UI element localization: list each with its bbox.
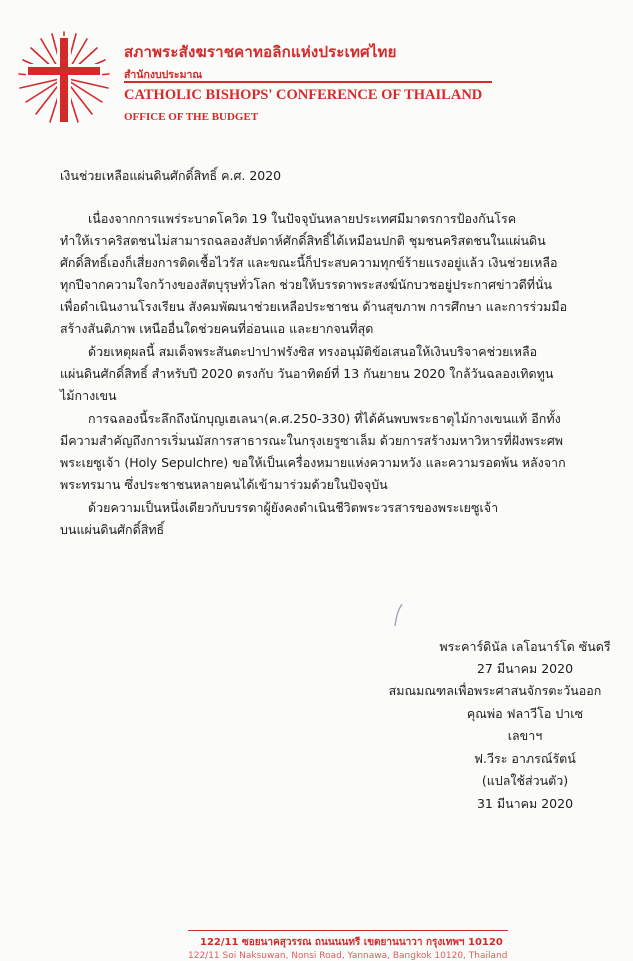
organization-name-english: CATHOLIC BISHOPS' CONFERENCE OF THAILAND xyxy=(124,87,483,103)
office-name-thai: สำนักงบประมาณ xyxy=(124,69,203,81)
ink-mark xyxy=(392,602,406,628)
translator-name: ฟ.วีระ อาภรณ์รัตน์ xyxy=(474,751,576,766)
body-line: ด้วยเหตุผลนี้ สมเด็จพระสันตะปาปาฟรังซิส ทรงอนุมัติข้อเสนอให้เงินบริจาคช่วยเหลือ xyxy=(88,344,538,359)
translator-note: (แปลใช้ส่วนตัว) xyxy=(481,773,569,788)
signatory-name: พระคาร์ดินัล เลโอนาร์โด ซันดรี xyxy=(439,639,611,654)
office-name-english: OFFICE OF THE BUDGET xyxy=(124,111,259,123)
footer-divider xyxy=(188,930,508,931)
body-line: ทำให้เราคริสตชนไม่สามารถฉลองสัปดาห์ศักดิ์สิทธิ์ได้เหมือนปกติ ชุมชนคริสตชนในแผ่นดิน xyxy=(60,233,546,248)
body-line: พระเยซูเจ้า (Holy Sepulchre) ขอให้เป็นเครื่องหมายแห่งความหวัง และความรอดพ้น หลังจาก xyxy=(60,455,566,470)
signatory-title: สมณมณฑลเพื่อพระศาสนจักรตะวันออก xyxy=(388,683,602,698)
translation-date: 31 มีนาคม 2020 xyxy=(476,796,574,811)
signature-date: 27 มีนาคม 2020 xyxy=(476,661,574,676)
letterhead-divider xyxy=(124,81,492,83)
body-line: มีความสำคัญถึงการเริ่มนมัสการสาธารณะในกรุงเยรูซาเล็ม ด้วยการสร้างมหาวิหารที่ฝังพระศพ xyxy=(60,433,563,448)
letter-subject: เงินช่วยเหลือแผ่นดินศักดิ์สิทธิ์ ค.ศ. 2020 xyxy=(60,168,282,183)
body-line: เนื่องจากการแพร่ระบาดโควิด 19 ในปัจจุบันหลายประเทศมีมาตรการป้องกันโรค xyxy=(88,211,517,226)
body-line: บนแผ่นดินศักดิ์สิทธิ์ xyxy=(60,522,165,537)
body-line: สร้างสันติภาพ เหนืออื่นใดช่วยคนที่อ่อนแอ และยากจนที่สุด xyxy=(60,321,374,336)
body-line: เพื่อดำเนินงานโรงเรียน สังคมพัฒนาช่วยเหลือประชาชน ด้านสุขภาพ การศึกษา และการร่วมมือ xyxy=(60,299,568,314)
body-line: ทุกปีจากความใจกว้างของสัตบุรุษทั่วโลก ช่วยให้บรรดาพระสงฆ์นักบวชอยู่ประกาศข่าวดีที่นั่น xyxy=(60,277,553,292)
body-line: ด้วยความเป็นหนึ่งเดียวกับบรรดาผู้ยังคงดำเนินชีวิตพระวรสารของพระเยซูเจ้า xyxy=(88,500,499,515)
footer-address-english: 122/11 Soi Naksuwan, Nonsi Road, Yannawa, Bangkok 10120, Thailand xyxy=(188,951,508,961)
body-line: ไม้กางเขน xyxy=(60,388,117,403)
cross-emblem-icon xyxy=(14,28,114,128)
secretary-name: คุณพ่อ ฟลาวีโอ ปาเซ xyxy=(466,706,584,721)
body-line: พระทรมาน ซึ่งประชาชนหลายคนได้เข้ามาร่วมด้วยในปัจจุบัน xyxy=(60,477,388,492)
footer-address-thai: 122/11 ซอยนาคสุวรรณ ถนนนนทรี เขตยานนาวา กรุงเทพฯ 10120 xyxy=(200,937,503,948)
body-line: ศักดิ์สิทธิ์เองก็เสี่ยงการติดเชื้อไวรัส และขณะนี้ก็ประสบความทุกข์ร้ายแรงอยู่แล้ว เงินช่วยเหลือ xyxy=(60,255,558,270)
body-line: การฉลองนี้ระลึกถึงนักบุญเฮเลนา(ค.ศ.250-330) ที่ได้ค้นพบพระธาตุไม้กางเขนแท้ อีกทั้ง xyxy=(88,411,561,426)
body-line: แผ่นดินศักดิ์สิทธิ์ สำหรับปี 2020 ตรงกับ วันอาทิตย์ที่ 13 กันยายน 2020 ใกล้วันฉลองเทิดทูน xyxy=(60,366,554,381)
organization-name-thai: สภาพระสังฆราชคาทอลิกแห่งประเทศไทย xyxy=(124,43,397,61)
secretary-title: เลขาฯ xyxy=(507,728,543,743)
